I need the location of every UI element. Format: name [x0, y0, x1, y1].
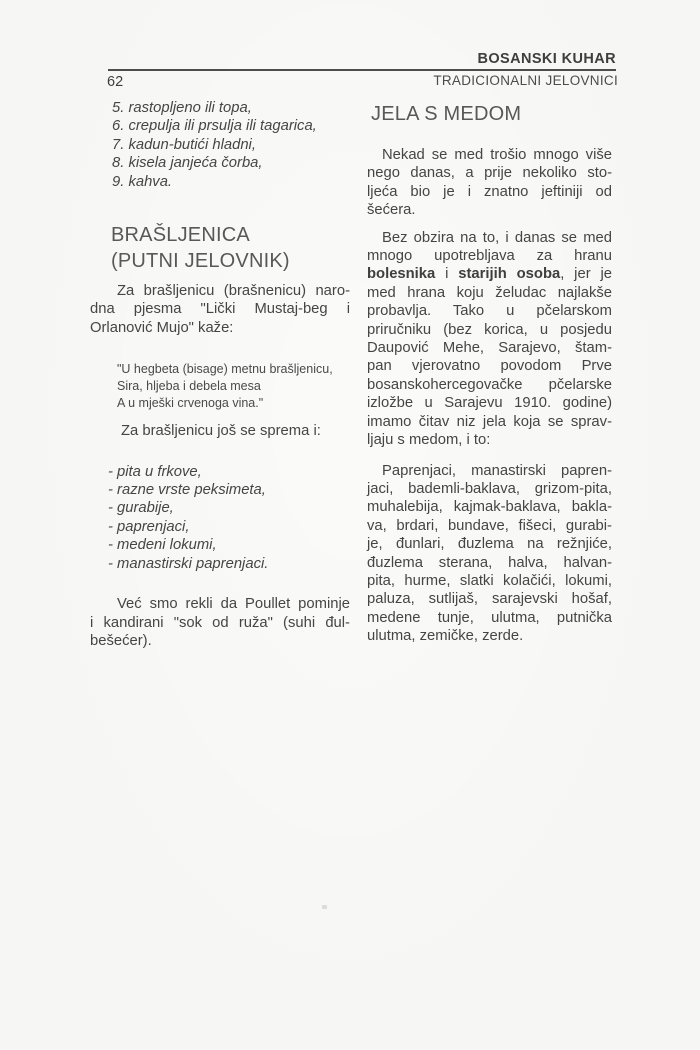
text-line: mnogo upotrebljava za hranu: [367, 248, 612, 265]
chapter-title: TRADICIONALNI JELOVNICI: [433, 73, 618, 88]
text-line: - medeni lokumi,: [108, 537, 217, 554]
right-column: [367, 102, 612, 646]
closing-paragraph: [90, 595, 350, 650]
text-line: - manastirski paprenjaci.: [108, 555, 269, 572]
text-line: šećera.: [367, 202, 416, 219]
scan-speck: [322, 905, 327, 909]
text-line: - gurabije,: [108, 500, 174, 517]
text-line: bešećer).: [90, 632, 152, 649]
dish-list: [90, 463, 350, 573]
text-line: 6. crepulja ili prsulja ili tagarica,: [112, 118, 317, 135]
text-line: Nekad se med trošio mnogo više: [382, 147, 612, 163]
text-line: je, đunlari, đuzlema na režnjiće,: [367, 536, 612, 553]
text-line: med hrana koju želudac najlakše: [367, 284, 612, 301]
text-line: - razne vrste peksimeta,: [108, 482, 266, 499]
text-line: imamo čitav niz jela koja se sprav-: [367, 413, 612, 430]
text-line: 9. kahva.: [112, 173, 173, 190]
honey-dishes-paragraph: [367, 462, 612, 646]
section-heading-brasljenica: [90, 222, 350, 274]
text-line: bolesnika i starijih osoba, jer je: [367, 266, 613, 283]
text-line: medene tunje, ulutma, putnička: [367, 609, 612, 626]
text-line: pan vjerovatno povodom Prve: [367, 358, 612, 375]
text-line: i kandirani "sok od ruža" (suhi đul-: [90, 614, 350, 631]
text-line: Bez obzira na to, i danas se med: [382, 229, 612, 246]
header-rule: [108, 69, 616, 71]
text-line: 5. rastopljeno ili topa,: [112, 100, 252, 116]
text-line: bosanskohercegovačke pčelarske: [367, 376, 612, 393]
text-line: ljaju s medom, i to:: [367, 432, 491, 449]
text-line: va, brdari, bundave, fišeci, gurabi-: [367, 517, 612, 534]
text-line: nego danas, a prije nekoliko sto-: [367, 165, 612, 182]
menu-items-list: [90, 99, 350, 191]
text-line: 7. kadun-butići hladni,: [112, 136, 256, 153]
text-line: đuzlema sterana, halva, halvan-: [367, 554, 612, 571]
text-line: paluza, sutlijaš, sarajevski hošaf,: [367, 591, 612, 608]
text-line: probavlja. Tako u pčelarskom: [367, 303, 612, 320]
honey-paragraph-2: [367, 229, 612, 450]
text-line: (PUTNI JELOVNIK): [111, 250, 290, 273]
text-line: BRAŠLJENICA: [111, 224, 250, 247]
left-column: [90, 99, 350, 650]
section-heading-jela-s-medom: JELA S MEDOM: [371, 103, 522, 125]
text-line: Sira, hljeba i debela mesa: [117, 379, 261, 394]
text-line: izložbe u Sarajevu 1910. godine): [367, 395, 612, 412]
text-line: 8. kisela janjeća čorba,: [112, 155, 263, 172]
text-line: muhalebija, kajmak-baklava, bakla-: [367, 499, 612, 516]
text-line: Paprenjaci, manastirski papren-: [382, 462, 612, 479]
text-line: jaci, bademli-baklava, grizom-pita,: [367, 480, 612, 497]
text-line: Za brašljenicu (brašnenicu) naro-: [117, 283, 350, 300]
book-title: BOSANSKI KUHAR: [477, 51, 616, 67]
text-line: ulutma, zemičke, zerde.: [367, 628, 524, 645]
text-line: - pita u frkove,: [108, 463, 202, 480]
page-number: 62: [107, 74, 124, 90]
folk-song-quote: [90, 361, 350, 412]
text-line: Orlanović Mujo" kaže:: [90, 319, 234, 336]
honey-paragraph-1: [367, 146, 612, 220]
lead-in-line: Za brašljenicu još se sprema i:: [121, 423, 321, 440]
text-line: ljeća bio je i znatno jeftiniji od: [367, 183, 612, 200]
text-line: priručniku (bez korica, u posjedu: [367, 321, 612, 338]
text-line: - paprenjaci,: [108, 518, 190, 535]
text-line: Već smo rekli da Poullet pominje: [117, 596, 350, 613]
text-line: dna pjesma "Lički Mustaj-beg i: [90, 301, 350, 318]
text-line: Daupović Mehe, Sarajevo, štam-: [367, 340, 612, 357]
text-line: A u mješki crvenoga vina.": [117, 396, 264, 411]
text-line: "U hegbeta (bisage) metnu brašljenicu,: [117, 362, 333, 377]
intro-paragraph: [90, 282, 350, 337]
text-line: pita, hurme, slatki kolačići, lokumi,: [367, 572, 612, 589]
